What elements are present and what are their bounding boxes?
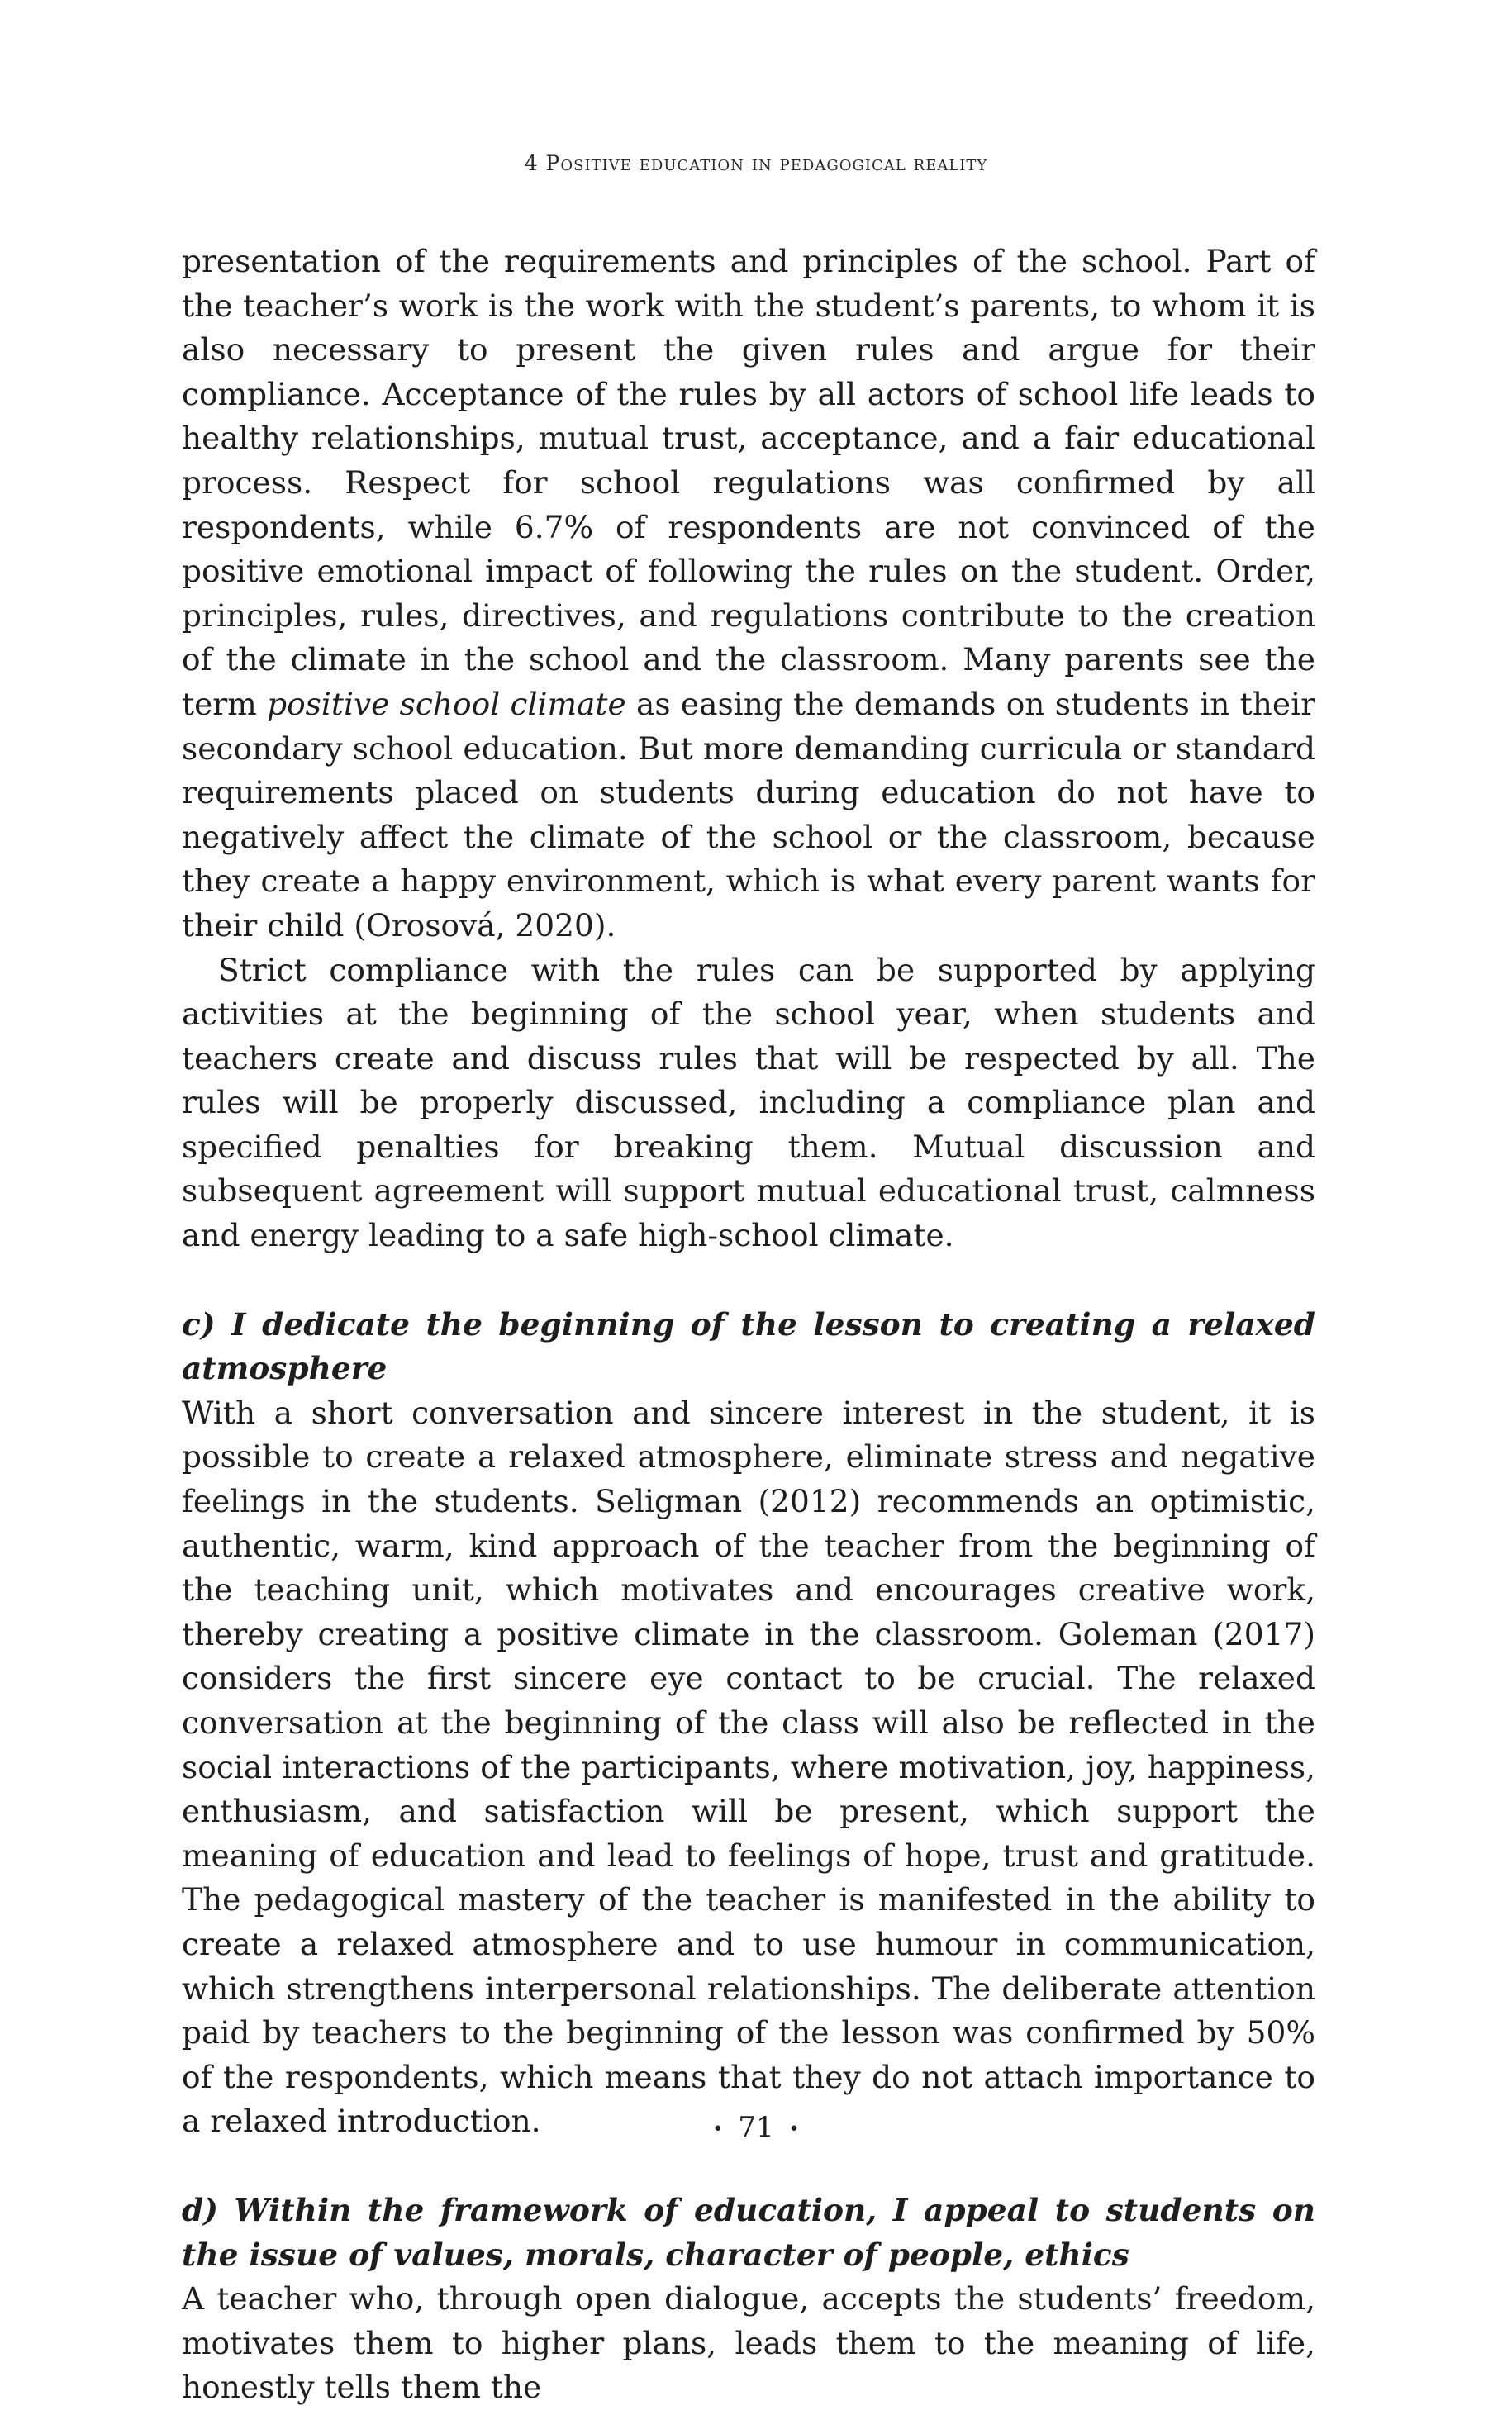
paragraph-2: Strict compliance with the rules can be supported by applying activities at the beginning of the school year, when students and teachers create and discuss rules that will be respected by all. The rules will be properly discussed, including a compliance plan and specified penalties for breaking them. Mutual discussion and subsequent agreement will support mutual educational trust, calmness and energy leading to a safe high-school climate.	[182, 951, 1315, 1254]
folio-bullet-right: •	[788, 2118, 800, 2140]
paragraph-1-italic-term: positive school climate	[267, 685, 626, 722]
section-heading-c: c) I dedicate the beginning of the lesson to creating a relaxed atmosphere	[182, 1305, 1315, 1387]
paragraph-4: A teacher who, through open dialogue, accepts the students’ freedom, motivates them to higher plans, leads them to the meaning of life, honestly tells them the	[182, 2280, 1315, 2406]
paragraph-1-text-a: presentation of the requirements and principles of the school. Part of the teacher’s work is the work with the student’s parents, to whom it is also necessary to present the given rules and argue for their compliance. Acceptance of the rules by all actors of school life leads to healthy relationships, mutual trust, acceptance, and a fair educational process. Respect for school regulations was confirmed by all respondents, while 6.7% of respondents are not convinced of the positive emotional impact of following the rules on the student. Order, principles, rules, directives, and regulations contribute to the creation of the climate in the school and the classroom. Many parents see the term	[182, 243, 1315, 722]
chapter-title: Positive education in pedagogical reality	[545, 151, 988, 175]
paragraph-3: With a short conversation and sincere interest in the student, it is possible to create a relaxed atmosphere, eliminate stress and negative feelings in the students. Seligman (2012) recommends an optimistic, authentic, warm, kind approach of the teacher from the beginning of the teaching unit, which motivates and encourages creative work, thereby creating a positive climate in the classroom. Goleman (2017) considers the first sincere eye contact to be crucial. The relaxed conversation at the beginning of the class will also be reflected in the social interactions of the participants, where motivation, joy, happiness, enthusiasm, and satisfaction will be present, which support the meaning of education and lead to feelings of hope, trust and gratitude. The pedagogical mastery of the teacher is manifested in the ability to create a relaxed atmosphere and to use humour in communication, which strengthens interpersonal relationships. The deliberate attention paid by teachers to the beginning of the lesson was confirmed by 50% of the respondents, which means that they do not attach importance to a relaxed introduction.	[182, 1394, 1315, 2140]
body-text	[182, 240, 1315, 2410]
paragraph-1-text-b: as easing the demands on students in their secondary school education. But more demanding curricula or standard requirements placed on students during education do not have to negatively affect the climate of the school or the classroom, because they create a happy environment, which is what every parent wants for their child (Orosová, 2020).	[182, 685, 1315, 944]
paragraph-1	[182, 240, 1315, 948]
running-head	[0, 151, 1512, 175]
chapter-number: 4	[524, 151, 539, 175]
section-gap	[182, 1258, 1315, 1303]
page-folio	[0, 2111, 1512, 2144]
page-number: 71	[738, 2111, 774, 2144]
section-gap	[182, 2144, 1315, 2189]
folio-bullet-left: •	[712, 2118, 724, 2140]
section-heading-d: d) Within the framework of education, I appeal to students on the issue of values, morals, character of people, ethics	[182, 2191, 1315, 2273]
